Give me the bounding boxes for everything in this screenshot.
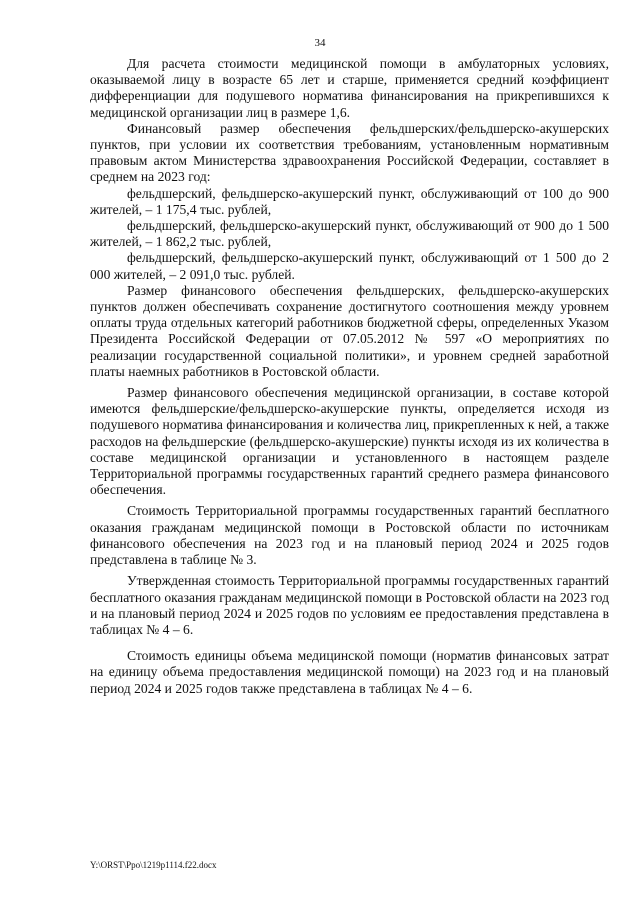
- page-number: 34: [314, 37, 326, 49]
- paragraph-age-coefficient: Для расчета стоимости медицинской помощи в амбулаторных условиях, оказываемой лицу в возрасте 65 лет и старше, применяется средний коэффициент дифференциации для подушевого норматива финансирования на прикрепившихся к медицинской организации лиц в размере 1,6.: [90, 56, 609, 120]
- footer-file-path: Y:\ORST\Ppo\1219p1114.f22.docx: [90, 860, 217, 870]
- paragraph-unit-cost: Стоимость единицы объема медицинской помощи (норматив финансовых затрат на единицу объема предоставления медицинской помощи) на 2023 год и на плановый период 2024 и 2025 годов также представлена в таблицах № 4 – 6.: [90, 648, 609, 696]
- paragraph-fap-salary-ratio: Размер финансового обеспечения фельдшерских, фельдшерско-акушерских пунктов должен обеспечивать сохранение достигнутого соотношения между уровнем оплаты труда отдельных категорий работников бюджетной сферы, определенных Указом Президента Российской Федерации от 07.05.2012 № 597 «О мероприятиях по реализации государственной социальной политики», и уровнем средней заработной платы наемных работников в Ростовской области.: [90, 282, 609, 379]
- paragraph-fap-financing: Финансовый размер обеспечения фельдшерских/фельдшерско-акушерских пунктов, при условии их соответствия требованиям, установленным нормативным правовым актом Министерства здравоохранения Российской Федерации, составляет в среднем на 2023 год:: [90, 120, 609, 185]
- document-body: [90, 56, 609, 697]
- paragraph-approved-cost: Утвержденная стоимость Территориальной программы государственных гарантий бесплатного оказания гражданам медицинской помощи в Ростовской области на 2023 год и на плановый период 2024 и 2025 годов по условиям ее предоставления представлена в таблицах № 4 – 6.: [90, 573, 609, 637]
- paragraph-fap-900-1500: фельдшерский, фельдшерско-акушерский пункт, обслуживающий от 900 до 1 500 жителей, – 1 862,2 тыс. рублей,: [90, 218, 609, 250]
- paragraph-organization-financing: Размер финансового обеспечения медицинской организации, в составе которой имеются фельдшерские/фельдшерско-акушерские пункты, определяется исходя из подушевого норматива финансирования и количества лиц, прикрепленных к ней, а также расходов на фельдшерские (фельдшерско-акушерские) пункты исходя из их количества в составе медицинской организации и установленного в настоящем разделе Территориальной программы государственных гарантий среднего размера финансового обеспечения.: [90, 385, 609, 498]
- paragraph-program-cost: Стоимость Территориальной программы государственных гарантий бесплатного оказания гражданам медицинской помощи в Ростовской области по источникам финансового обеспечения на 2023 год и на плановый период 2024 и 2025 годов представлена в таблице № 3.: [90, 503, 609, 568]
- paragraph-fap-1500-2000: фельдшерский, фельдшерско-акушерский пункт, обслуживающий от 1 500 до 2 000 жителей, – 2 091,0 тыс. рублей.: [90, 250, 609, 282]
- paragraph-fap-100-900: фельдшерский, фельдшерско-акушерский пункт, обслуживающий от 100 до 900 жителей, – 1 175,4 тыс. рублей,: [90, 185, 609, 217]
